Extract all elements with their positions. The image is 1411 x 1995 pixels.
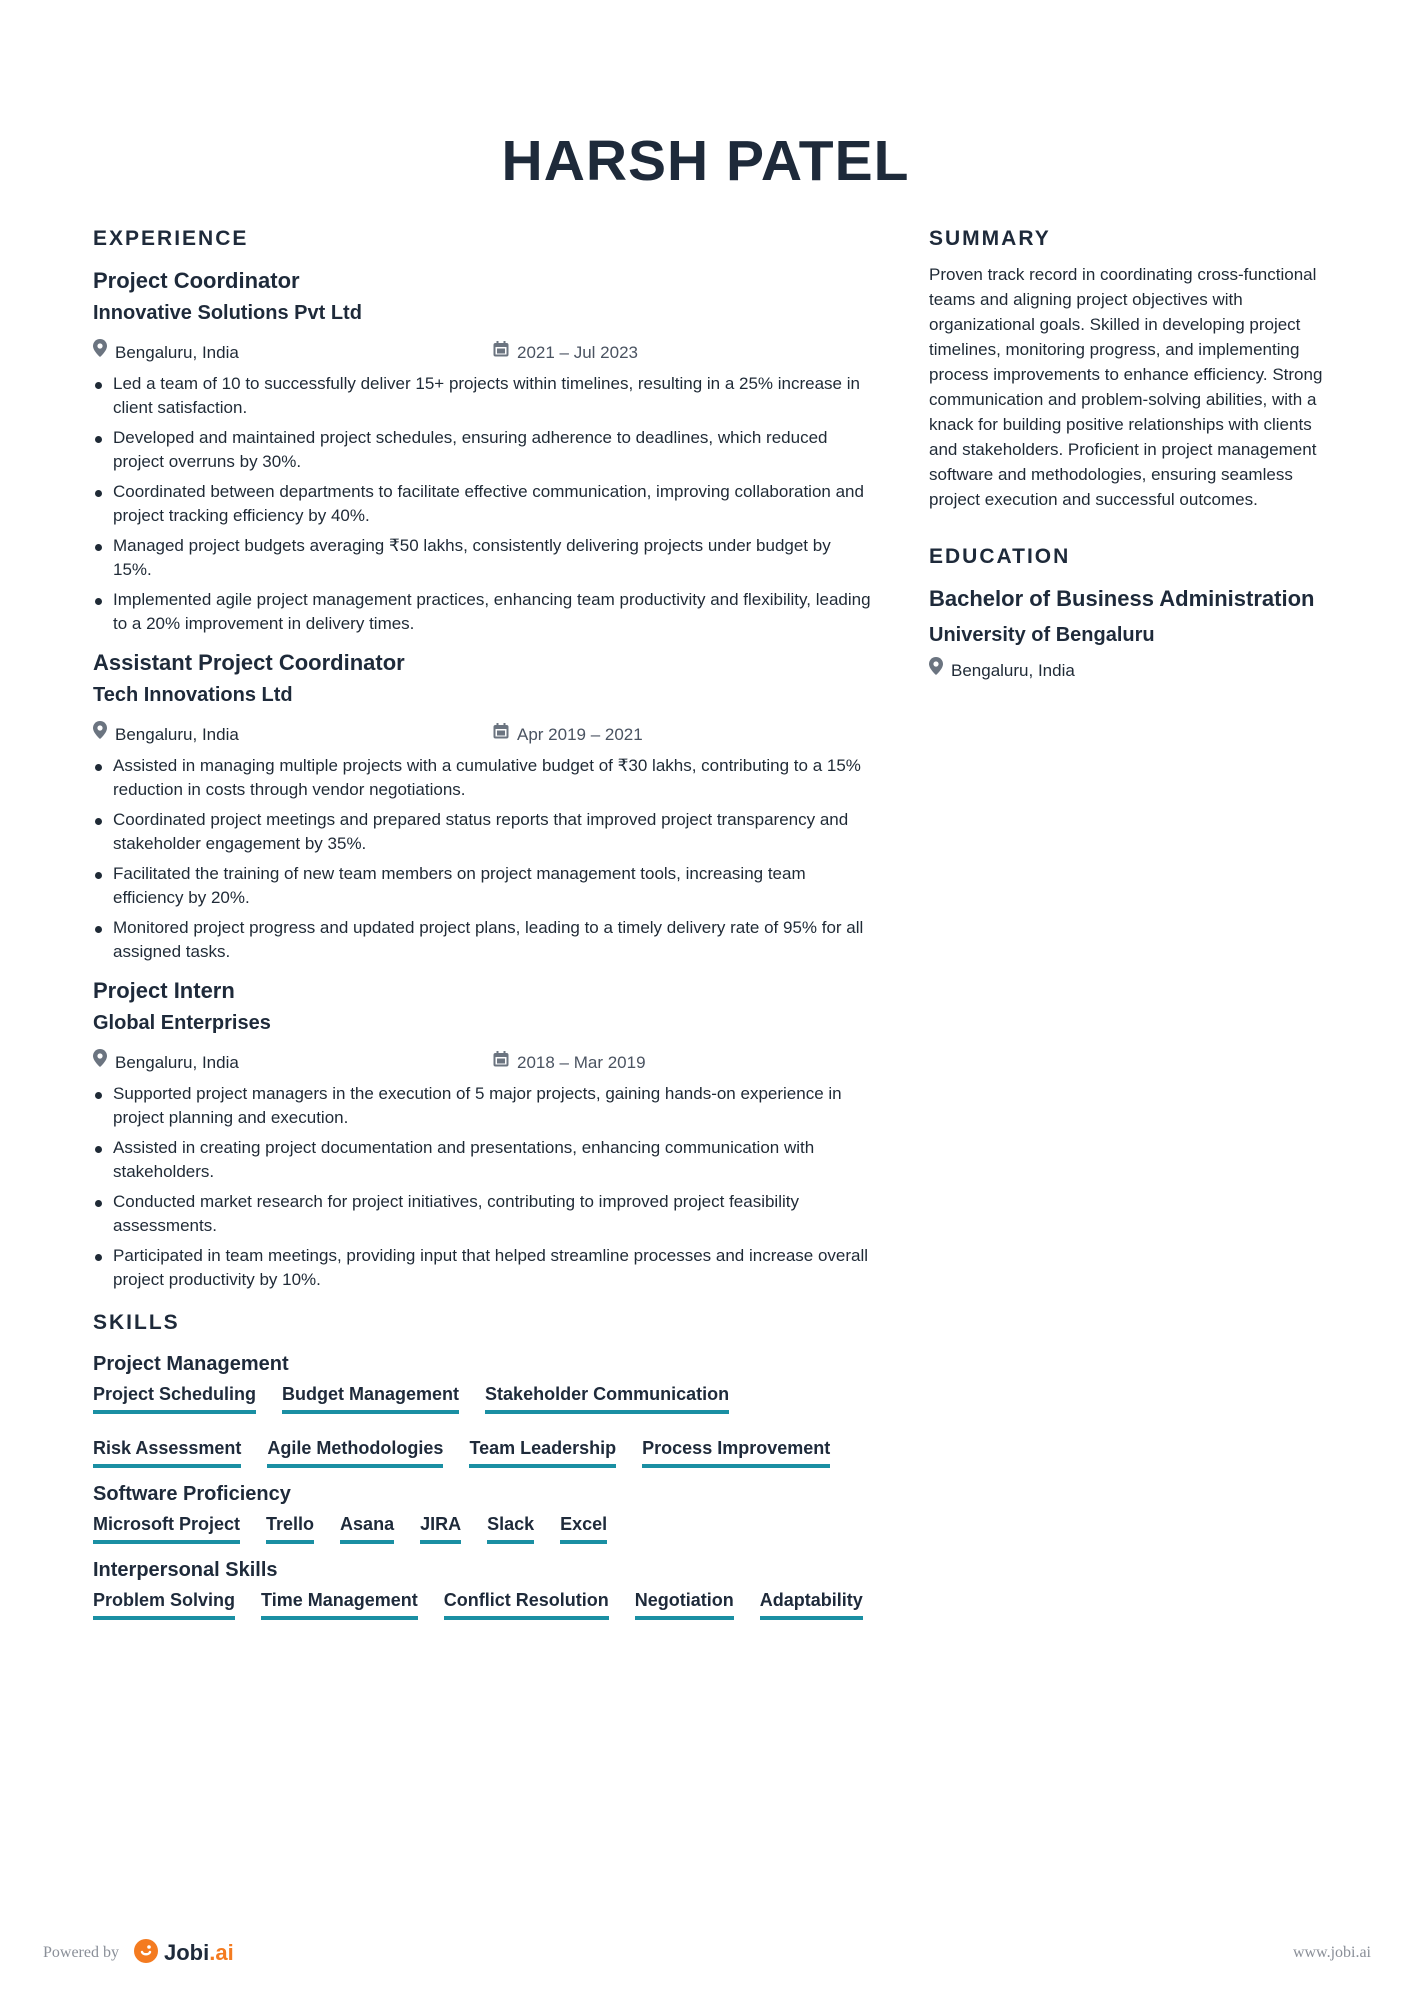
skill-category-name: Interpersonal Skills <box>93 1559 278 1581</box>
job-entry <box>93 266 871 636</box>
job-dates-text: Apr 2019 – 2021 <box>517 725 643 744</box>
skill-tag: JIRA <box>420 1510 461 1544</box>
experience-list <box>93 266 871 1292</box>
skill-tag: Time Management <box>261 1586 418 1620</box>
job-dates <box>493 720 643 751</box>
skill-tag: Stakeholder Communication <box>485 1380 729 1414</box>
job-dates-text: 2018 – Mar 2019 <box>517 1053 646 1072</box>
job-bullet: Assisted in managing multiple projects with a cumulative budget of ₹30 lakhs, contributing to a 15% reduction in costs through vendor negotiations. <box>93 754 871 802</box>
job-company: Global Enterprises <box>93 1012 271 1034</box>
job-entry <box>93 648 871 964</box>
job-location-text: Bengaluru, India <box>115 1053 239 1072</box>
job-location-text: Bengaluru, India <box>115 343 239 362</box>
job-meta <box>93 720 871 750</box>
brand-suffix-text: .ai <box>209 1940 234 1965</box>
job-location <box>93 720 239 751</box>
skill-tag: Risk Assessment <box>93 1434 241 1468</box>
job-title: Project Intern <box>93 978 235 1003</box>
skill-tags <box>93 1586 871 1620</box>
skill-tag: Budget Management <box>282 1380 459 1414</box>
right-column <box>929 224 1329 686</box>
job-location <box>93 338 239 369</box>
job-bullet: Participated in team meetings, providing input that helped streamline processes and increase overall project productivity by 10%. <box>93 1244 871 1292</box>
calendar-icon <box>493 719 509 749</box>
job-location <box>93 1048 239 1079</box>
skill-tag: Slack <box>487 1510 534 1544</box>
education-school: University of Bengaluru <box>929 624 1155 646</box>
job-entry <box>93 976 871 1292</box>
education-location <box>929 656 1329 686</box>
education-location-text: Bengaluru, India <box>951 661 1075 680</box>
skill-tag: Excel <box>560 1510 607 1544</box>
skill-tag: Asana <box>340 1510 394 1544</box>
skill-tag: Negotiation <box>635 1586 734 1620</box>
job-meta <box>93 1048 871 1078</box>
skill-tag: Process Improvement <box>642 1434 830 1468</box>
job-bullets <box>93 754 871 964</box>
job-bullet: Supported project managers in the execution of 5 major projects, gaining hands-on experience in project planning and execution. <box>93 1082 871 1130</box>
candidate-name: HARSH PATEL <box>501 129 910 193</box>
job-company: Tech Innovations Ltd <box>93 684 293 706</box>
job-title: Project Coordinator <box>93 268 300 293</box>
job-dates <box>493 338 638 369</box>
footer-site-link[interactable]: www.jobi.ai <box>1292 1944 1371 1961</box>
job-meta <box>93 338 871 368</box>
job-bullet: Implemented agile project management practices, enhancing team productivity and flexibility, leading to a 20% improvement in delivery times. <box>93 588 871 636</box>
job-dates <box>493 1048 646 1079</box>
skill-category <box>93 1556 871 1620</box>
summary-heading: SUMMARY <box>929 227 1051 250</box>
job-bullet: Led a team of 10 to successfully deliver 15+ projects within timelines, resulting in a 25% increase in client satisfaction. <box>93 372 871 420</box>
job-bullets <box>93 372 871 636</box>
job-bullet: Coordinated between departments to facilitate effective communication, improving collaboration and project tracking efficiency by 40%. <box>93 480 871 528</box>
job-bullet: Developed and maintained project schedules, ensuring adherence to deadlines, which reduced project overruns by 30%. <box>93 426 871 474</box>
calendar-icon <box>493 1047 509 1077</box>
job-title: Assistant Project Coordinator <box>93 650 405 675</box>
skill-tag: Conflict Resolution <box>444 1586 609 1620</box>
jobi-logo[interactable] <box>133 1938 234 1969</box>
skill-category-name: Project Management <box>93 1353 289 1375</box>
skill-category-name: Software Proficiency <box>93 1483 291 1505</box>
left-column <box>93 224 871 1620</box>
skill-tag: Agile Methodologies <box>267 1434 443 1468</box>
job-bullet: Monitored project progress and updated project plans, leading to a timely delivery rate of 95% for all assigned tasks. <box>93 916 871 964</box>
skill-tags <box>93 1510 871 1544</box>
skill-tags <box>93 1380 871 1468</box>
skills-list <box>93 1350 871 1620</box>
map-pin-icon <box>93 719 107 749</box>
map-pin-icon <box>93 337 107 367</box>
education-degree: Bachelor of Business Administration <box>929 586 1315 611</box>
skill-tag: Microsoft Project <box>93 1510 240 1544</box>
jobi-logo-icon <box>133 1938 159 1969</box>
education-heading: EDUCATION <box>929 545 1071 568</box>
footer-powered-by <box>43 1935 234 1971</box>
skill-tag: Project Scheduling <box>93 1380 256 1414</box>
powered-by-text: Powered by <box>43 1944 119 1961</box>
skill-category <box>93 1480 871 1544</box>
skill-tag: Adaptability <box>760 1586 863 1620</box>
skill-tag: Team Leadership <box>469 1434 616 1468</box>
job-bullet: Assisted in creating project documentation and presentations, enhancing communication with stakeholders. <box>93 1136 871 1184</box>
job-bullet: Conducted market research for project initiatives, contributing to improved project feasibility assessments. <box>93 1190 871 1238</box>
experience-heading: EXPERIENCE <box>93 227 249 250</box>
job-bullet: Coordinated project meetings and prepared status reports that improved project transparency and stakeholder engagement by 35%. <box>93 808 871 856</box>
map-pin-icon <box>93 1047 107 1077</box>
map-pin-icon <box>929 655 943 685</box>
job-location-text: Bengaluru, India <box>115 725 239 744</box>
job-bullet: Managed project budgets averaging ₹50 lakhs, consistently delivering projects under budget by 15%. <box>93 534 871 582</box>
calendar-icon <box>493 337 509 367</box>
job-bullets <box>93 1082 871 1292</box>
brand-main-text: Jobi <box>163 1940 210 1965</box>
skill-tag: Problem Solving <box>93 1586 235 1620</box>
summary-text: Proven track record in coordinating cross-functional teams and aligning project objectives with organizational goals. Skilled in developing project timelines, monitoring progress, and implementing process improvements to enhance efficiency. Strong communication and problem-solving abilities, with a knack for building positive relationships with clients and stakeholders. Proficient in project management software and methodologies, ensuring seamless project execution and successful outcomes. <box>929 265 1323 509</box>
job-company: Innovative Solutions Pvt Ltd <box>93 302 362 324</box>
skill-tag: Trello <box>266 1510 314 1544</box>
job-bullet: Facilitated the training of new team members on project management tools, increasing team efficiency by 20%. <box>93 862 871 910</box>
skills-heading: SKILLS <box>93 1311 180 1334</box>
skill-category <box>93 1350 871 1468</box>
job-dates-text: 2021 – Jul 2023 <box>517 343 638 362</box>
